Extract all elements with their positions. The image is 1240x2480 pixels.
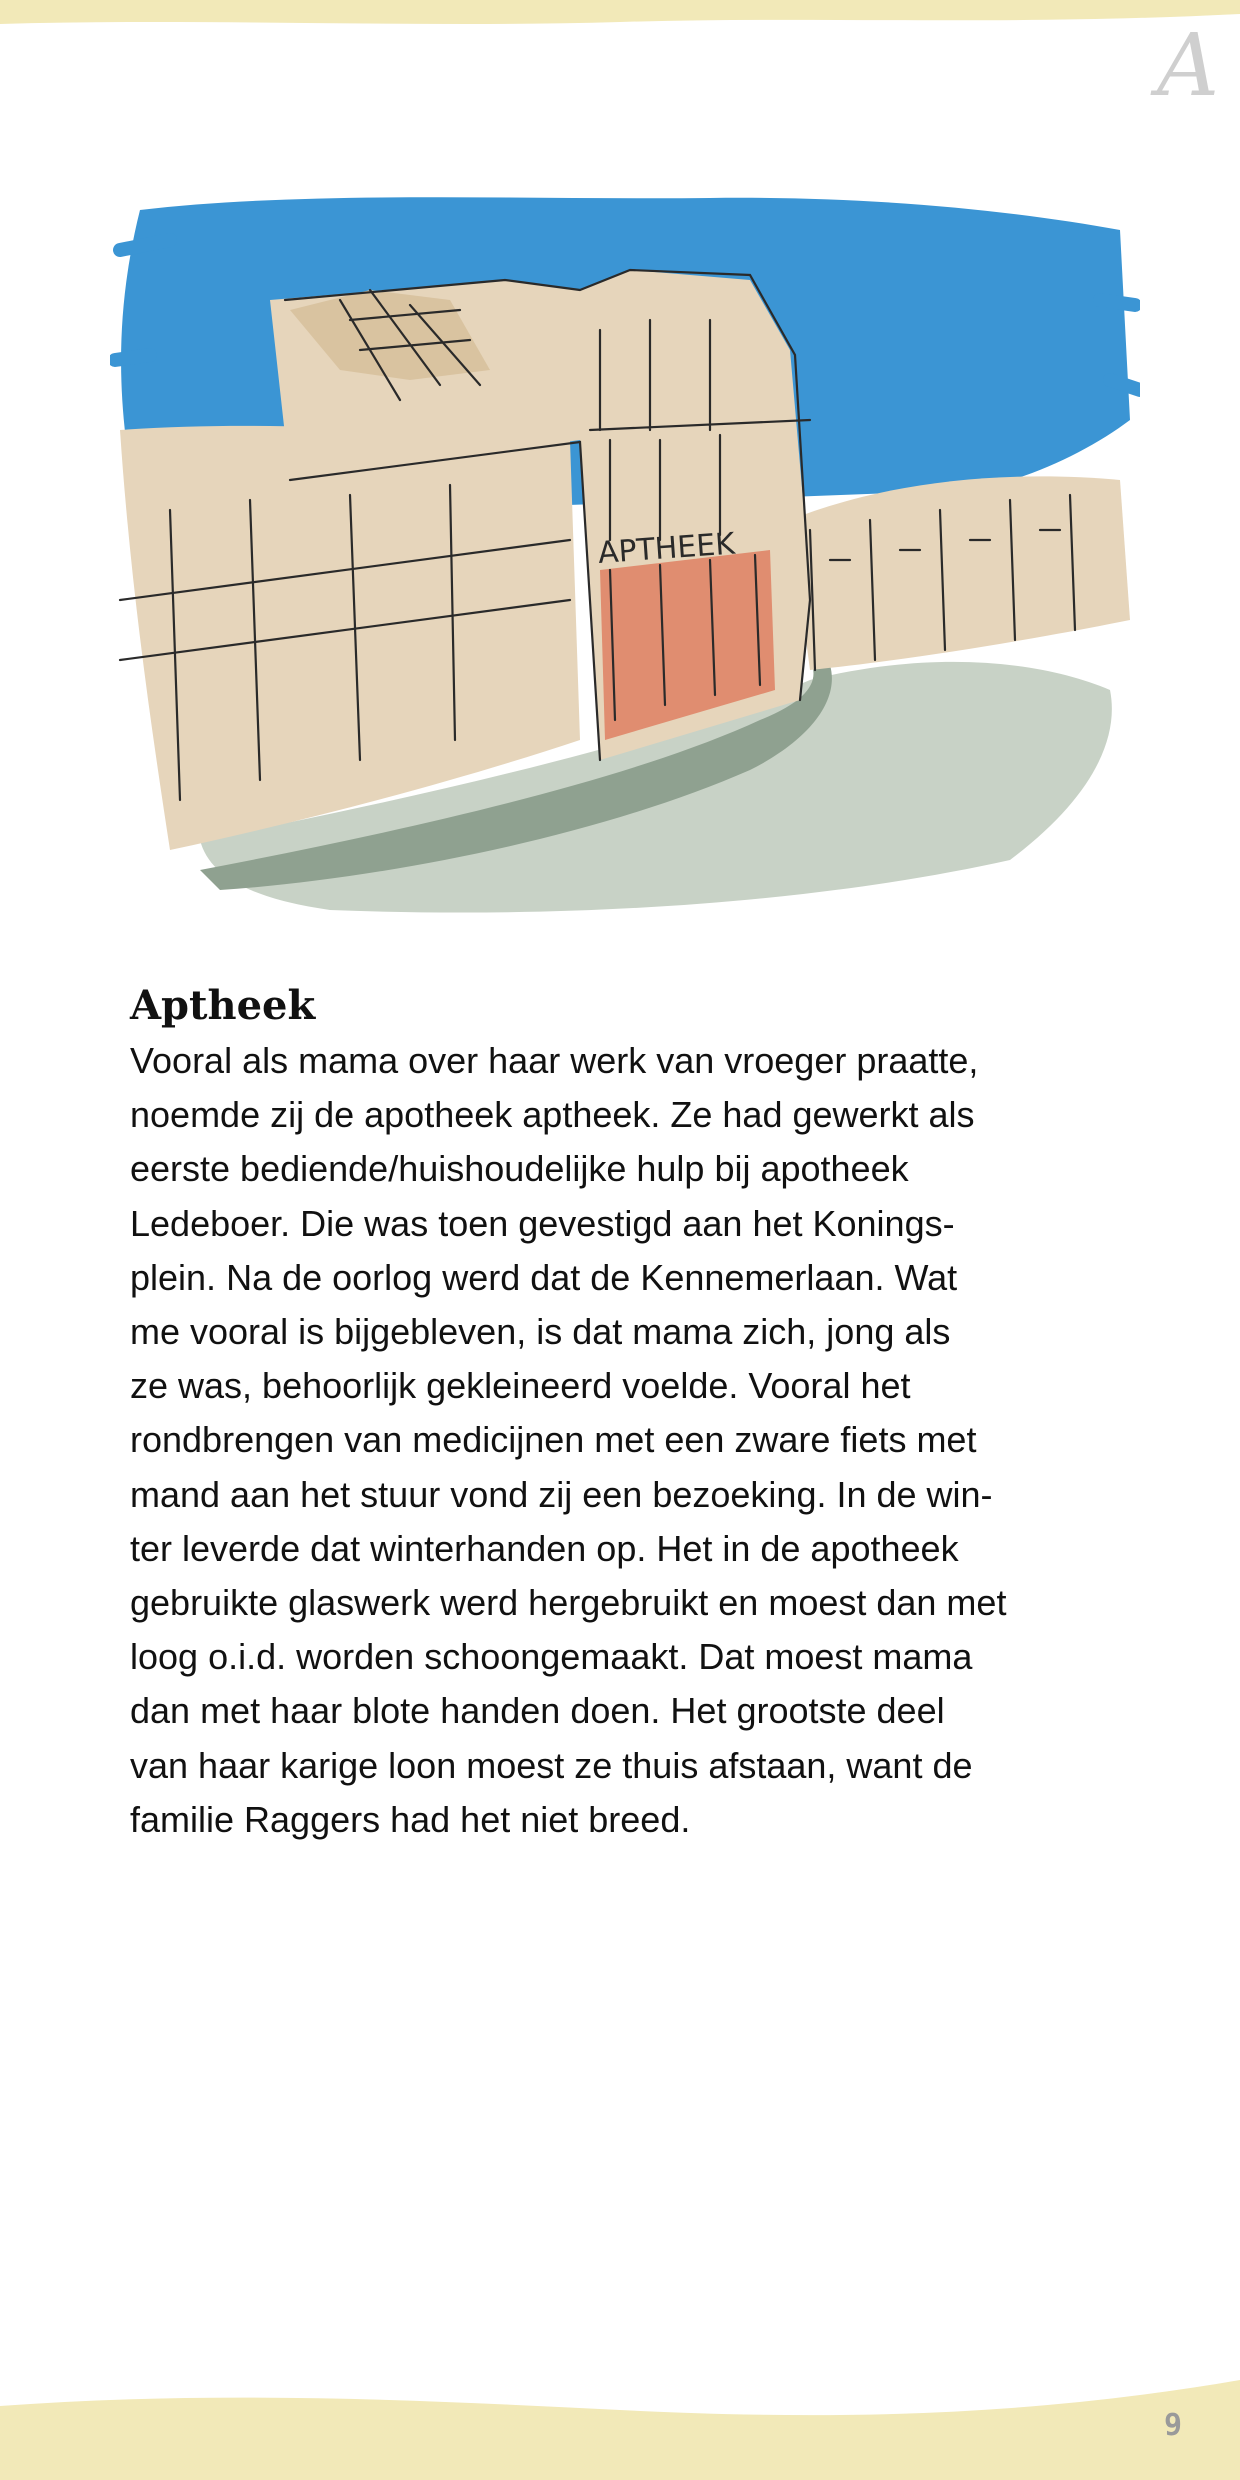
pharmacy-sign: APTHEEK bbox=[596, 526, 737, 571]
body-line: ter leverde dat winterhanden op. Het in de apotheek bbox=[130, 1527, 959, 1569]
body-line: mand aan het stuur vond zij een bezoeking. In de win- bbox=[130, 1473, 993, 1515]
article-title: Aptheek bbox=[130, 982, 316, 1029]
corner-letter-mark: A bbox=[1156, 16, 1220, 116]
body-line: plein. Na de oorlog werd dat de Kennemerlaan. Wat bbox=[130, 1256, 958, 1298]
bottom-decorative-band bbox=[0, 2370, 1240, 2480]
body-line: noemde zij de apotheek aptheek. Ze had gewerkt als bbox=[130, 1094, 975, 1136]
body-line: loog o.i.d. worden schoongemaakt. Dat moest mama bbox=[130, 1636, 973, 1678]
body-line: rondbrengen van medicijnen met een zware fiets met bbox=[130, 1419, 977, 1461]
body-line: ze was, behoorlijk gekleineerd voelde. Vooral het bbox=[130, 1365, 911, 1407]
page-number: 9 bbox=[1163, 2408, 1183, 2443]
body-line: eerste bediende/huishoudelijke hulp bij apotheek bbox=[130, 1148, 909, 1190]
body-line: Vooral als mama over haar werk van vroeger praatte, bbox=[130, 1040, 979, 1081]
top-decorative-band bbox=[0, 0, 1240, 40]
right-building bbox=[790, 476, 1130, 670]
article bbox=[130, 978, 1140, 1847]
body-line: gebruikte glaswerk werd hergebruikt en moest dan met bbox=[130, 1582, 1007, 1624]
body-line: me vooral is bijgebleven, is dat mama zich, jong als bbox=[130, 1311, 951, 1353]
pharmacy-street-illustration bbox=[110, 180, 1140, 940]
article-body bbox=[130, 1034, 1140, 1847]
body-line: van haar karige loon moest ze thuis afstaan, want de bbox=[130, 1744, 973, 1786]
body-line: dan met haar blote handen doen. Het grootste deel bbox=[130, 1690, 945, 1732]
body-line: familie Raggers had het niet breed. bbox=[130, 1798, 691, 1840]
body-line: Ledeboer. Die was toen gevestigd aan het Konings- bbox=[130, 1202, 955, 1244]
